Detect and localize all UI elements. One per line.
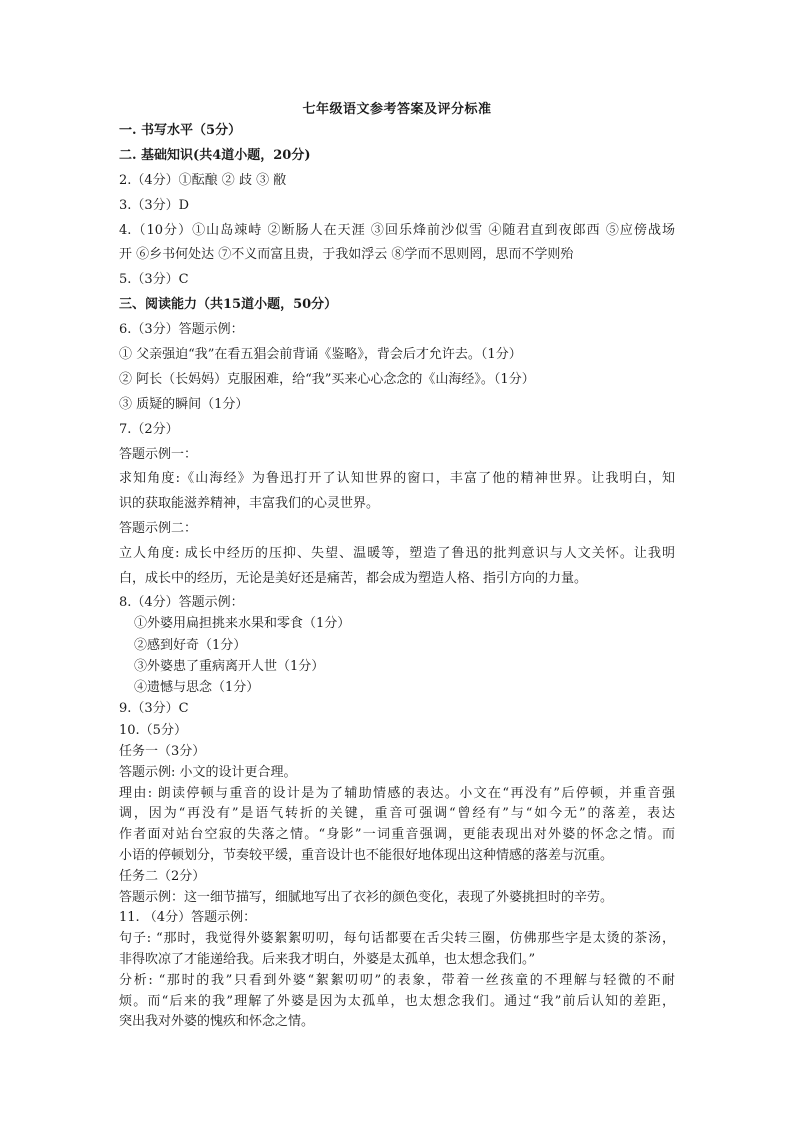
text-line: 一. 书写水平（5分） — [119, 123, 242, 138]
text-line: 三、阅读能力（共15道小题，50分） — [119, 297, 338, 313]
text-line: ③ 质疑的瞬间（1分） — [119, 396, 249, 412]
text-line: 8.（4分）答题示例： — [119, 594, 244, 610]
text-line: 调，因为“再没有”是语气转折的关键，重音可强调“曾经有”与“如今无”的落差，表达 — [119, 806, 675, 822]
text-line: ②感到好奇（1分） — [134, 637, 247, 653]
text-line: 任务二（2分） — [119, 868, 206, 884]
text-line: 4.（10分）①山岛竦峙 ②断肠人在天涯 ③回乐烽前沙似雪 ④随君直到夜郎西 ⑤应傍战场 — [119, 222, 675, 238]
text-line: 作者面对站台空寂的失落之情。“身影”一词重音强调，更能表现出对外婆的怀念之情。而 — [119, 827, 675, 843]
text-line: 答题示例一： — [119, 446, 198, 462]
text-line: 白，成长中的经历，无论是美好还是痛苦，都会成为塑造人格、指引方向的力量。 — [119, 571, 588, 587]
text-line: 识的获取能滋养精神，丰富我们的心灵世界。 — [119, 496, 380, 512]
page-title: 七年级语文参考答案及评分标准 — [302, 102, 492, 117]
answer-content — [119, 119, 675, 1033]
text-line: ① 父亲强迫“我”在看五猖会前背诵《鉴略》，背会后才允许去。（1分） — [119, 347, 522, 363]
text-line: 小语的停顿划分，节奏较平缓，重音设计也不能很好地体现出这种情感的落差与沉重。 — [119, 847, 614, 863]
text-line: ② 阿长（长妈妈）克服困难，给“我”买来心心念念的《山海经》。（1分） — [119, 371, 535, 387]
text-line: ④遗憾与思念（1分） — [134, 680, 260, 696]
text-line: 句子: “那时，我觉得外婆絮絮叨叨，每句话都要在舌尖转三圈，仿佛那些字是太烫的茶汤， — [119, 931, 675, 947]
text-line: 求知角度:《山海经》为鲁迅打开了认知世界的窗口，丰富了他的精神世界。让我明白，知 — [119, 471, 675, 487]
text-line: 烦。而“后来的我”理解了外婆是因为太孤单，也太想念我们。通过“我”前后认知的差距， — [119, 993, 675, 1009]
text-line: 2.（4分）①酝酿 ② 歧 ③ 敝 — [119, 172, 287, 188]
text-line: 7.（2分） — [119, 421, 179, 437]
text-line: 答题示例二： — [119, 521, 198, 537]
text-line: 理由: 朗读停顿与重音的设计是为了辅助情感的表达。小文在“再没有”后停顿，并重音强 — [119, 785, 675, 801]
text-line: 6.（3分）答题示例： — [119, 322, 244, 338]
text-line: 立人角度: 成长中经历的压抑、失望、温暖等，塑造了鲁迅的批判意识与人文关怀。让我明 — [119, 546, 675, 562]
text-line: 3.（3分）D — [119, 197, 190, 213]
text-line: 开 ⑥乡书何处达 ⑦不义而富且贵，于我如浮云 ⑧学而不思则罔，思而不学则殆 — [119, 247, 574, 263]
text-line: 11. （4分）答题示例： — [119, 910, 257, 926]
text-line: 5.（3分）C — [119, 272, 189, 288]
text-line: ③外婆患了重病离开人世（1分） — [134, 658, 325, 674]
text-line: 二. 基础知识(共4道小题，20分) — [119, 147, 311, 163]
text-line: 9.（3分）C — [119, 701, 189, 717]
text-line: 分析: “那时的我”只看到外婆“絮絮叨叨”的表象，带着一丝孩童的不理解与轻微的不耐 — [119, 972, 675, 988]
text-line: ①外婆用扁担挑来水果和零食（1分） — [134, 616, 351, 632]
text-line: 答题示例：这一细节描写，细腻地写出了衣衫的颜色变化，表现了外婆挑担时的辛劳。 — [119, 889, 614, 905]
text-line: 答题示例: 小文的设计更合理。 — [119, 765, 297, 781]
text-line: 10.（5分） — [119, 722, 187, 738]
text-line: 非得吹凉了才能递给我。后来我才明白，外婆是太孤单，也太想念我们。” — [119, 951, 536, 967]
text-line: 任务一（3分） — [119, 744, 206, 759]
text-line: 突出我对外婆的愧疚和怀念之情。 — [119, 1014, 315, 1030]
